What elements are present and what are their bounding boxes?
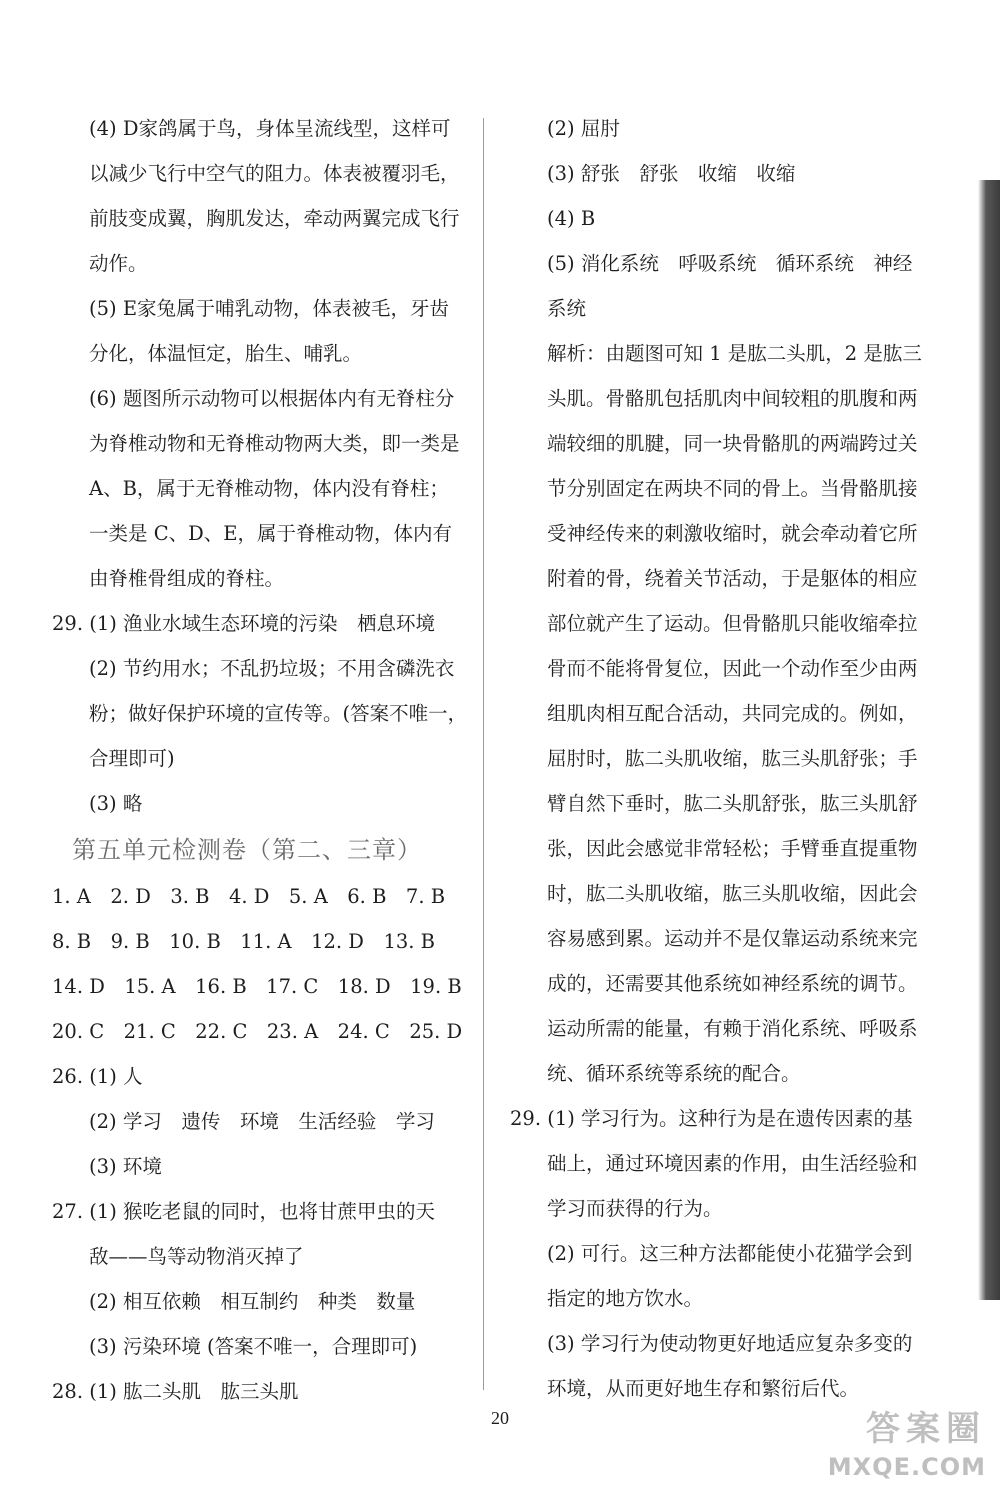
right-column (510, 106, 922, 1411)
answer-line: (2) 屈肘 (547, 117, 620, 140)
answer-line: 端较细的肌腱，同一块骨骼肌的两端跨过关 (547, 432, 918, 455)
answer-line: (2) 相互依赖 相互制约 种类 数量 (89, 1290, 416, 1313)
answer-line: 由脊椎骨组成的脊柱。 (89, 567, 285, 590)
answer-line: 屈肘时，肱二头肌收缩，肱三头肌舒张；手 (547, 747, 918, 770)
section-heading: 第五单元检测卷（第二、三章） (72, 836, 422, 864)
answer-line: 26. (1) 人 (52, 1065, 143, 1088)
answer-line: 头肌。骨骼肌包括肌肉中间较粗的肌腹和两 (547, 387, 918, 410)
answer-line: (3) 污染环境 (答案不唯一，合理即可) (89, 1335, 418, 1358)
answer-line: 合理即可) (89, 747, 175, 770)
watermark-url: MXQE.COM (827, 1453, 986, 1481)
answer-line: 前肢变成翼，胸肌发达，牵动两翼完成飞行 (89, 207, 460, 230)
answer-line: 29. (1) 学习行为。这种行为是在遗传因素的基 (510, 1107, 913, 1130)
answer-line: 指定的地方饮水。 (547, 1287, 704, 1310)
answer-line: 时，肱二头肌收缩，肱三头肌收缩，因此会 (547, 882, 918, 905)
answer-line: 粉；做好保护环境的宣传等。(答案不唯一， (89, 702, 468, 725)
answer-line: 为脊椎动物和无脊椎动物两大类，即一类是 (89, 432, 460, 455)
answer-line: (4) D家鸽属于鸟，身体呈流线型，这样可 (89, 117, 451, 140)
answer-line: 以减少飞行中空气的阻力。体表被覆羽毛， (89, 162, 460, 185)
answer-line: 容易感到累。运动并不是仅靠运动系统来完 (547, 927, 918, 950)
answer-line: 附着的骨，绕着关节活动，于是躯体的相应 (547, 567, 918, 590)
answer-line: (3) 略 (89, 792, 143, 815)
column-divider (483, 118, 484, 1390)
answer-line: (4) B (547, 207, 596, 230)
answer-line: (3) 舒张 舒张 收缩 收缩 (547, 162, 796, 185)
answer-line: 运动所需的能量，有赖于消化系统、呼吸系 (547, 1017, 918, 1040)
answer-line: (3) 学习行为使动物更好地适应复杂多变的 (547, 1332, 913, 1355)
answer-line: 础上，通过环境因素的作用，由生活经验和 (547, 1152, 918, 1175)
answer-line: 14. D 15. A 16. B 17. C 18. D 19. B (52, 975, 462, 998)
left-column (52, 106, 470, 1414)
scan-edge-shadow (978, 180, 1000, 1300)
answer-line: 20. C 21. C 22. C 23. A 24. C 25. D (52, 1020, 463, 1043)
answer-line: 统、循环系统等系统的配合。 (547, 1062, 801, 1085)
answer-line: (2) 学习 遗传 环境 生活经验 学习 (89, 1110, 435, 1133)
answer-line: (2) 节约用水；不乱扔垃圾；不用含磷洗衣 (89, 657, 455, 680)
answer-line: 臂自然下垂时，肱二头肌舒张，肱三头肌舒 (547, 792, 918, 815)
answer-line: A、B，属于无脊椎动物，体内没有脊柱； (89, 477, 449, 500)
page-number: 20 (491, 1408, 509, 1428)
answer-line: 节分别固定在两块不同的骨上。当骨骼肌接 (547, 477, 918, 500)
answer-line: 张，因此会感觉非常轻松；手臂垂直提重物 (547, 837, 918, 860)
answer-line: (5) 消化系统 呼吸系统 循环系统 神经 (547, 252, 913, 275)
answer-line: 学习而获得的行为。 (547, 1197, 723, 1220)
answer-line: 敌——鸟等动物消灭掉了 (89, 1245, 304, 1268)
answer-line: 一类是 C、D、E，属于脊椎动物，体内有 (89, 522, 452, 545)
answer-line: 分化，体温恒定，胎生、哺乳。 (89, 342, 363, 365)
answer-line: 成的，还需要其他系统如神经系统的调节。 (547, 972, 918, 995)
watermark (828, 1410, 986, 1486)
answer-line: 系统 (547, 297, 587, 320)
answer-line: 8. B 9. B 10. B 11. A 12. D 13. B (52, 930, 435, 953)
answer-line: 29. (1) 渔业水域生态环境的污染 栖息环境 (52, 612, 436, 635)
answer-line: 骨而不能将骨复位，因此一个动作至少由两 (547, 657, 918, 680)
answer-line: 1. A 2. D 3. B 4. D 5. A 6. B 7. B (52, 885, 446, 908)
watermark-logo-text: 答案圈 (866, 1409, 986, 1449)
answer-line: 受神经传来的刺激收缩时，就会牵动着它所 (547, 522, 918, 545)
answer-line: 动作。 (89, 252, 148, 275)
answer-line: 环境，从而更好地生存和繁衍后代。 (547, 1377, 860, 1400)
answer-line: 组肌肉相互配合活动，共同完成的。例如， (547, 702, 918, 725)
answer-line: (3) 环境 (89, 1155, 162, 1178)
answer-line: 部位就产生了运动。但骨骼肌只能收缩牵拉 (547, 612, 918, 635)
answer-line: (5) E家兔属于哺乳动物，体表被毛，牙齿 (89, 297, 450, 320)
answer-line: 27. (1) 猴吃老鼠的同时，也将甘蔗甲虫的天 (52, 1200, 436, 1223)
answer-line: (6) 题图所示动物可以根据体内有无脊柱分 (89, 387, 455, 410)
answer-line: (2) 可行。这三种方法都能使小花猫学会到 (547, 1242, 913, 1265)
answer-line: 28. (1) 肱二头肌 肱三头肌 (52, 1380, 299, 1403)
answer-line: 解析：由题图可知 1 是肱二头肌，2 是肱三 (547, 342, 922, 365)
